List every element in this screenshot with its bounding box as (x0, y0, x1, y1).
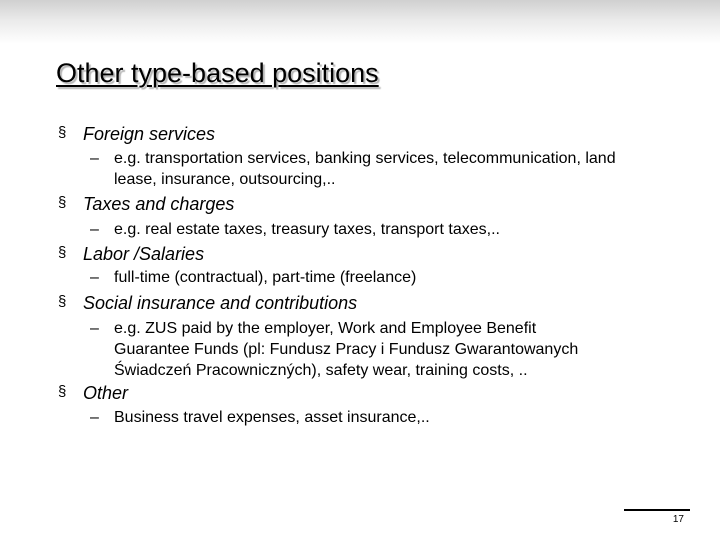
bullet-heading-other: Other (83, 383, 129, 403)
dash-icon: – (90, 150, 99, 167)
slide-title: Other type-based positions (56, 58, 379, 88)
bullet-heading-social-insurance: Social insurance and contributions (83, 293, 358, 313)
footer-divider (624, 509, 690, 511)
bullet-heading-taxes-and-charges: Taxes and charges (83, 194, 235, 214)
top-gradient-band (0, 0, 720, 44)
sub-bullet-foreign-services: e.g. transportation services, banking services, telecommunication, land lease, insurance, outsourcing,.. (114, 150, 616, 188)
square-bullet-icon: § (58, 124, 67, 141)
sub-bullet-taxes-and-charges: e.g. real estate taxes, treasury taxes, transport taxes,.. (114, 221, 500, 238)
square-bullet-icon: § (58, 293, 67, 310)
bullet-heading-foreign-services: Foreign services (83, 124, 216, 144)
sub-bullet-labor-salaries: full-time (contractual), part-time (freelance) (114, 269, 417, 286)
sub-bullet-social-insurance: e.g. ZUS paid by the employer, Work and Employee Benefit Guarantee Funds (pl: Fundusz Pracy i Fundusz Gwarantowanych Świadczeń Pracowniczných), safety wear, training costs, .. (114, 320, 579, 379)
dash-icon: – (90, 221, 99, 238)
sub-bullet-other: Business travel expenses, asset insurance,.. (114, 409, 430, 426)
dash-icon: – (90, 320, 99, 337)
dash-icon: – (90, 409, 99, 426)
square-bullet-icon: § (58, 244, 67, 261)
dash-icon: – (90, 269, 99, 286)
page-number: 17 (672, 514, 684, 525)
square-bullet-icon: § (58, 383, 67, 400)
bullet-heading-labor-salaries: Labor /Salaries (83, 244, 205, 264)
square-bullet-icon: § (58, 194, 67, 211)
